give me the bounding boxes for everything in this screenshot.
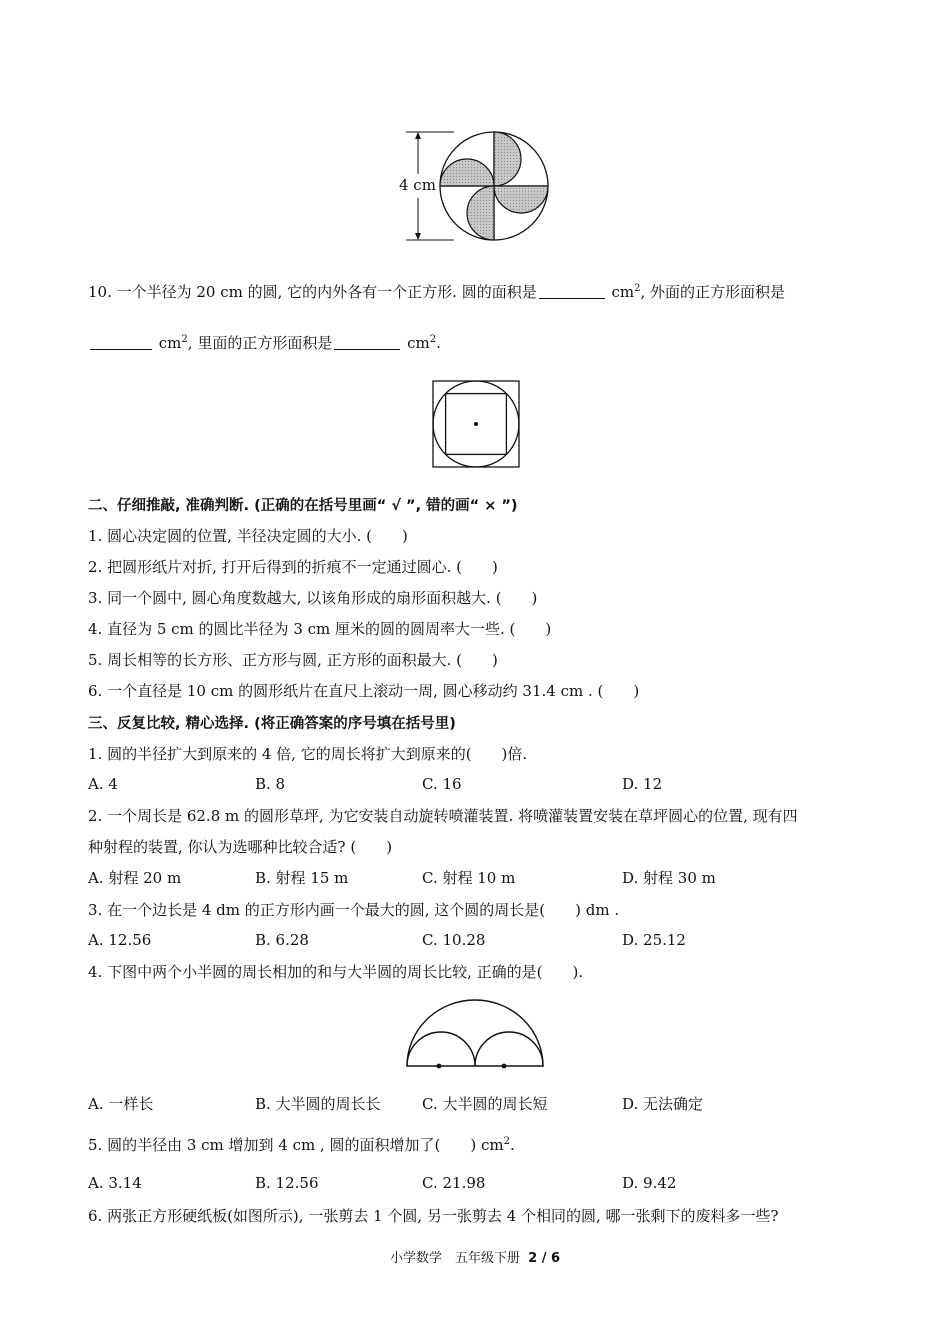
answer-blank-outer-square[interactable] (90, 335, 152, 350)
q10-line2 (88, 332, 441, 353)
footer-text: 小学数学 五年级下册 (389, 1251, 520, 1266)
answer-blank-inner-square[interactable] (334, 335, 400, 350)
section3-title: 三、反复比较, 精心选择. (将正确答案的序号填在括号里) (88, 716, 456, 732)
s3-q2-option-a[interactable]: A. 射程 20 m (88, 869, 182, 887)
s3-q5-stem: 5. 圆的半径由 3 cm 增加到 4 cm , 圆的面积增加了( ) cm (88, 1136, 504, 1154)
s3-q5-end: . (510, 1136, 515, 1154)
s3-q2-line1: 2. 一个周长是 62.8 m 的圆形草坪, 为它安装自动旋转喷灌装置. 将喷灌装置安装在草坪圆心的位置, 现有四 (88, 807, 798, 825)
s3-q4-option-c[interactable]: C. 大半圆的周长短 (422, 1095, 548, 1113)
s3-q4-option-b[interactable]: B. 大半圆的周长长 (255, 1095, 381, 1113)
q10-line1 (88, 281, 785, 302)
s3-q2-line2: 种射程的装置, 你认为选哪种比较合适? ( ) (88, 838, 393, 856)
q10-text-1: 10. 一个半径为 20 cm 的圆, 它的内外各有一个正方形. 圆的面积是 (88, 283, 537, 301)
q10-sup-2: 2 (181, 334, 188, 345)
s3-q5-text (88, 1134, 515, 1155)
s3-q5-option-b[interactable]: B. 12.56 (255, 1174, 319, 1192)
page-footer (0, 1247, 950, 1266)
section2-item-2: 2. 把圆形纸片对折, 打开后得到的折痕不一定通过圆心. ( ) (88, 558, 498, 576)
semicircles-figure (402, 996, 548, 1072)
section2-item-1: 1. 圆心决定圆的位置, 半径决定圆的大小. ( ) (88, 527, 408, 545)
q10-unit-1: cm (611, 283, 635, 301)
q10-end: . (436, 334, 441, 352)
s3-q3-option-c[interactable]: C. 10.28 (422, 931, 486, 949)
s3-q2-option-b[interactable]: B. 射程 15 m (255, 869, 349, 887)
q10-unit-2: cm (158, 334, 182, 352)
s3-q1-option-a[interactable]: A. 4 (88, 775, 118, 793)
s3-q4-option-d[interactable]: D. 无法确定 (622, 1095, 704, 1113)
dimension-label: 4 cm (399, 176, 436, 194)
page-number: 2 / 6 (528, 1251, 561, 1266)
q10-sup-1: 2 (634, 283, 641, 294)
s3-q2-option-d[interactable]: D. 射程 30 m (622, 869, 716, 887)
s3-q1-option-b[interactable]: B. 8 (255, 775, 286, 793)
s3-q3-option-d[interactable]: D. 25.12 (622, 931, 686, 949)
s3-q6-text: 6. 两张正方形硬纸板(如图所示), 一张剪去 1 个圆, 另一张剪去 4 个相同的圆, 哪一张剩下的废料多一些? (88, 1207, 779, 1225)
s3-q5-option-c[interactable]: C. 21.98 (422, 1174, 486, 1192)
s3-q3-option-b[interactable]: B. 6.28 (255, 931, 309, 949)
section2-item-4: 4. 直径为 5 cm 的圆比半径为 3 cm 厘米的圆的圆周率大一些. ( ) (88, 620, 552, 638)
s3-q5-option-a[interactable]: A. 3.14 (88, 1174, 142, 1192)
answer-blank-circle-area[interactable] (539, 284, 605, 299)
s3-q4-text: 4. 下图中两个小半圆的周长相加的和与大半圆的周长比较, 正确的是( ). (88, 963, 584, 981)
s3-q1-text: 1. 圆的半径扩大到原来的 4 倍, 它的周长将扩大到原来的( )倍. (88, 745, 528, 763)
squares-circle-figure (431, 379, 521, 469)
section2-item-6: 6. 一个直径是 10 cm 的圆形纸片在直尺上滚动一周, 圆心移动约 31.4 cm . ( ) (88, 682, 640, 700)
q10-sup-3: 2 (429, 334, 437, 345)
s3-q3-text: 3. 在一个边长是 4 dm 的正方形内画一个最大的圆, 这个圆的周长是( ) dm . (88, 901, 620, 919)
section2-item-3: 3. 同一个圆中, 圆心角度数越大, 以该角形成的扇形面积越大. ( ) (88, 589, 538, 607)
q10-text-3: , 里面的正方形面积是 (187, 334, 333, 352)
s3-q2-option-c[interactable]: C. 射程 10 m (422, 869, 516, 887)
s3-q4-option-a[interactable]: A. 一样长 (88, 1095, 154, 1113)
s3-q5-option-d[interactable]: D. 9.42 (622, 1174, 677, 1192)
s3-q1-option-c[interactable]: C. 16 (422, 775, 462, 793)
section2-item-5: 5. 周长相等的长方形、正方形与圆, 正方形的面积最大. ( ) (88, 651, 498, 669)
s3-q1-option-d[interactable]: D. 12 (622, 775, 663, 793)
q10-unit-3: cm (407, 334, 430, 352)
s3-q5-sup: 2 (503, 1136, 511, 1147)
s3-q3-option-a[interactable]: A. 12.56 (88, 931, 152, 949)
section2-title: 二、仔细推敲, 准确判断. (正确的在括号里画“ √ ”, 错的画“ × ”) (88, 498, 518, 514)
q10-text-2: , 外面的正方形面积是 (640, 283, 786, 301)
